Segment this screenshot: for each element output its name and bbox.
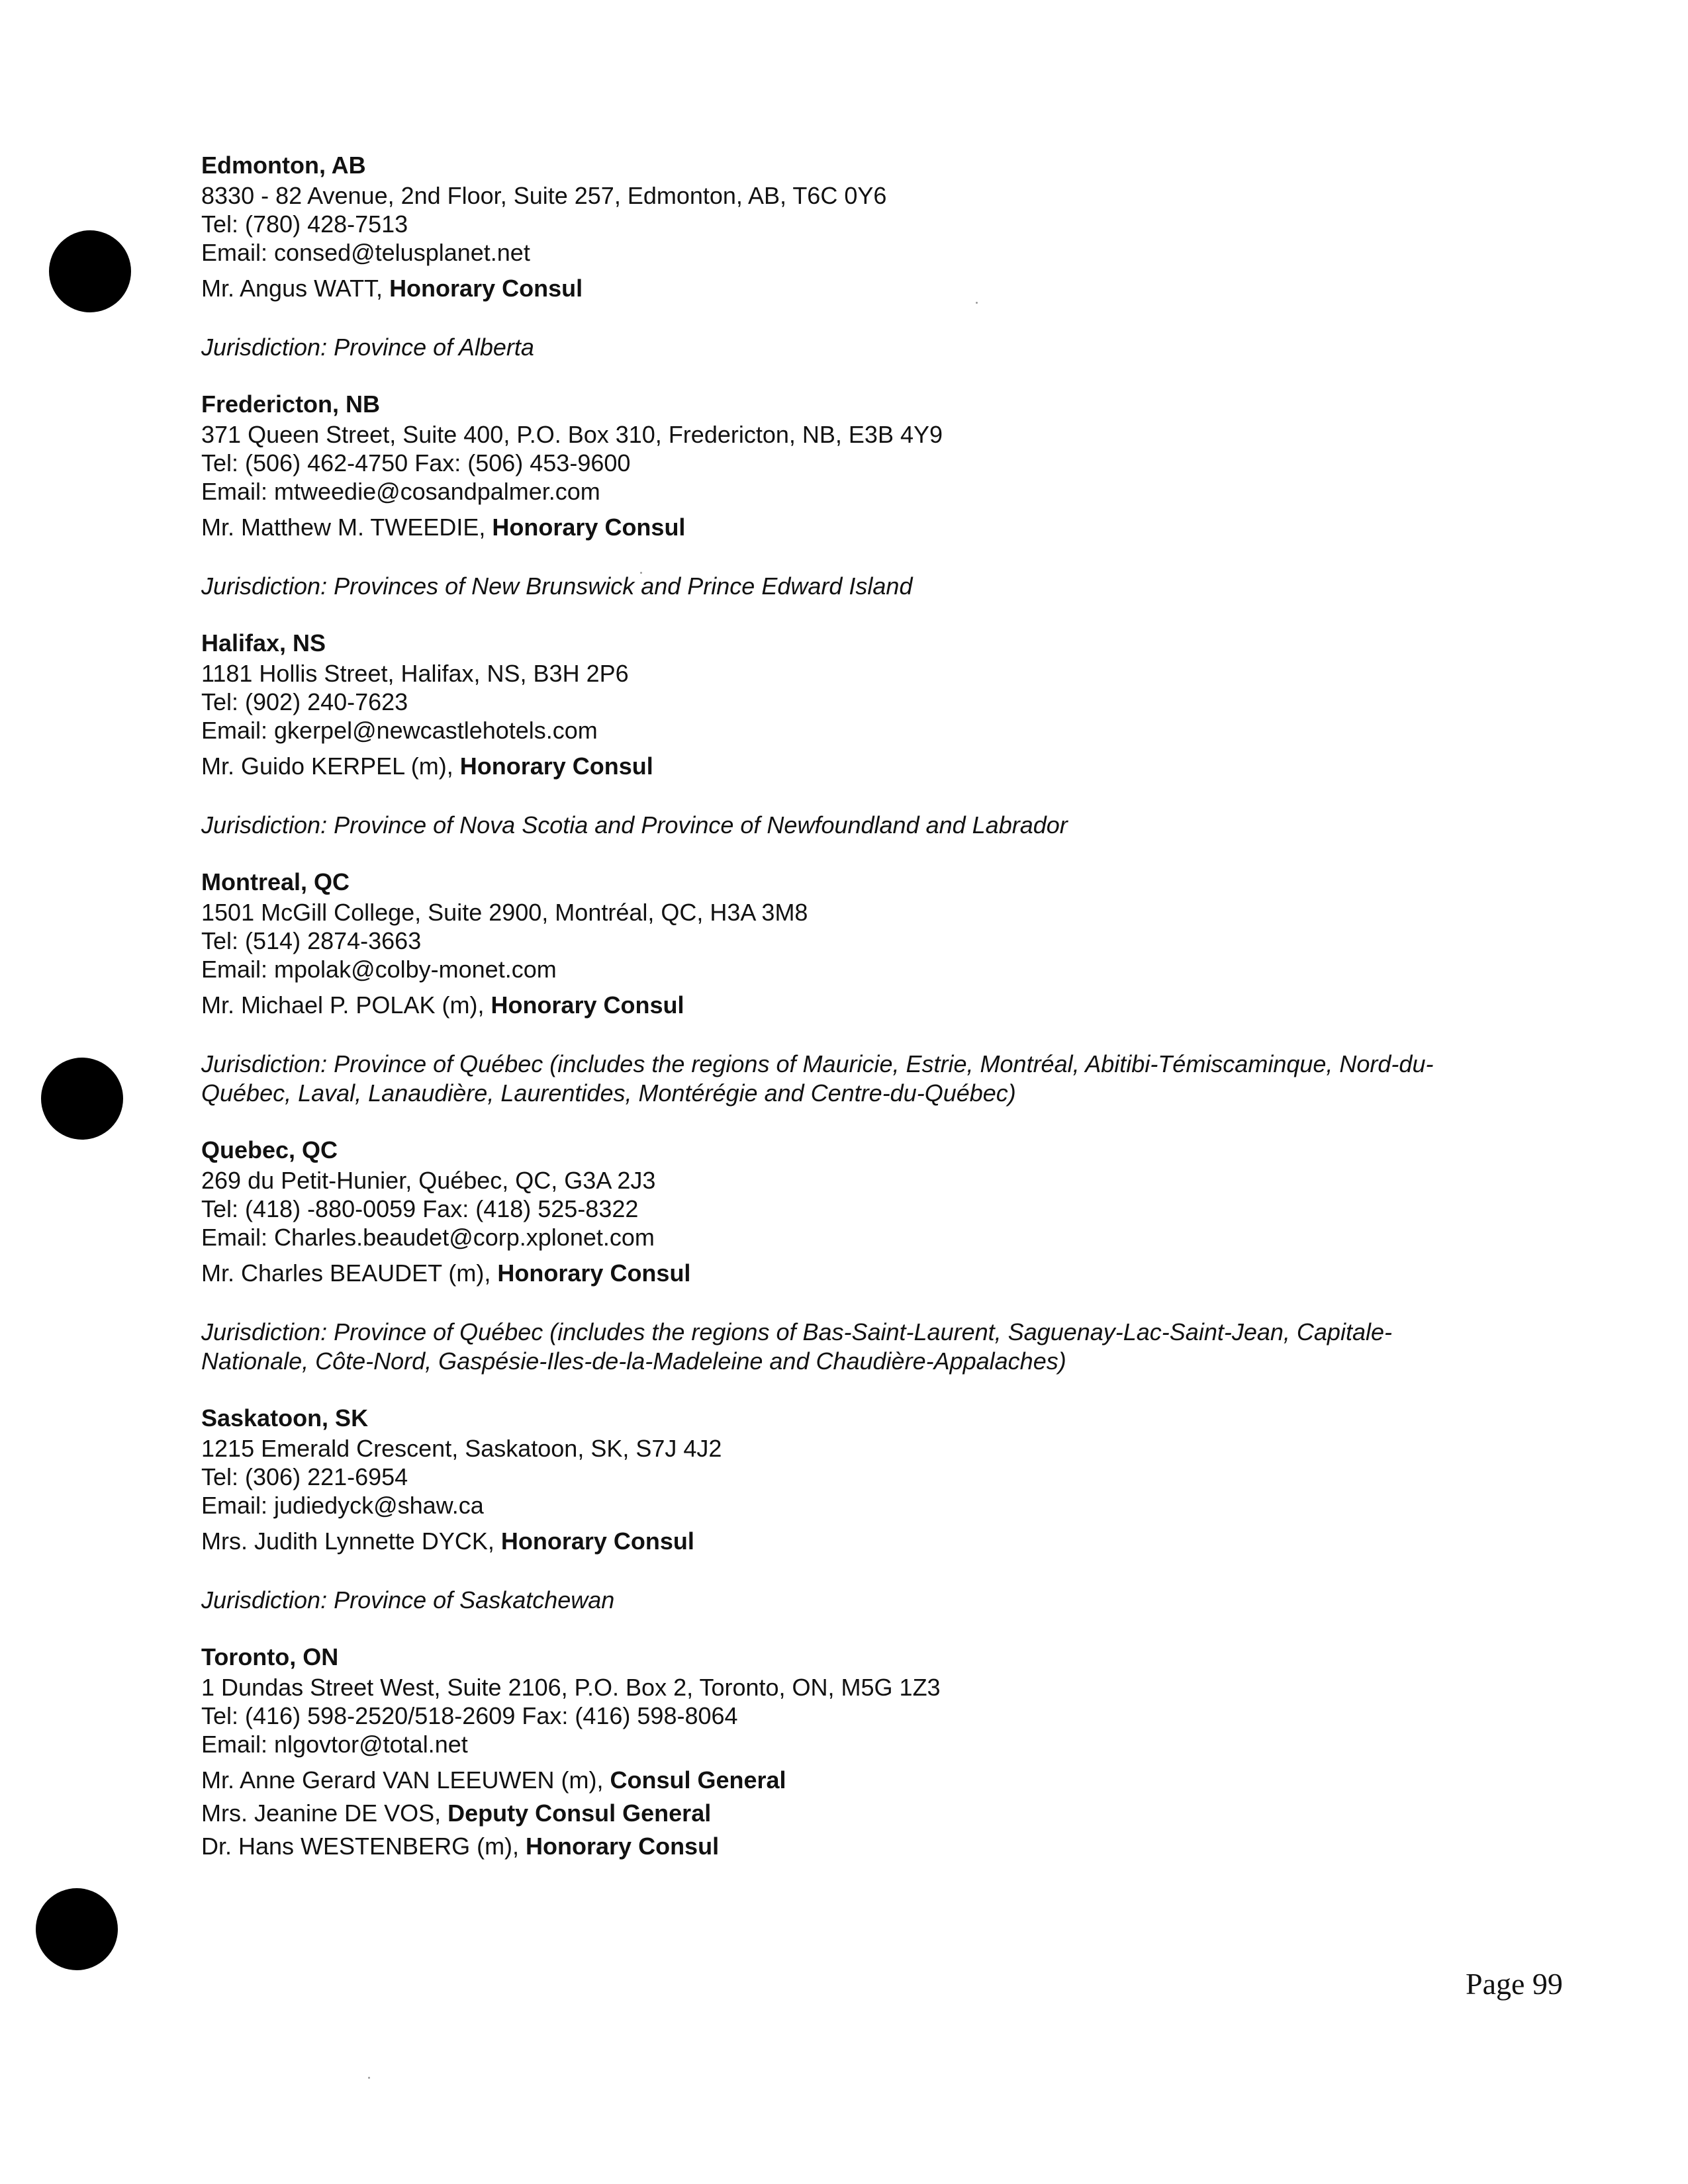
consul-person xyxy=(201,989,1525,1022)
punch-hole xyxy=(36,1888,118,1970)
address: 371 Queen Street, Suite 400, P.O. Box 310, Fredericton, NB, E3B 4Y9 xyxy=(201,421,943,448)
consulate-entry xyxy=(201,866,1525,1108)
person-name: Dr. Hans WESTENBERG (m), xyxy=(201,1833,526,1860)
address: 1181 Hollis Street, Halifax, NS, B3H 2P6 xyxy=(201,660,629,687)
city-heading: Halifax, NS xyxy=(201,629,326,657)
jurisdiction xyxy=(201,333,1525,362)
person-role: Honorary Consul xyxy=(492,514,686,541)
scan-speck xyxy=(368,2077,370,2079)
person-role: Honorary Consul xyxy=(389,275,583,302)
person-name: Mrs. Judith Lynnette DYCK, xyxy=(201,1527,501,1555)
jurisdiction-line: Jurisdiction: Province of Nova Scotia and Province of Newfoundland and Labrador xyxy=(201,811,1068,839)
email: Email: gkerpel@newcastlehotels.com xyxy=(201,717,598,744)
email: Email: mpolak@colby-monet.com xyxy=(201,956,557,983)
jurisdiction xyxy=(201,811,1525,840)
address: 1215 Emerald Crescent, Saskatoon, SK, S7J 4J2 xyxy=(201,1435,722,1462)
page-number: Page 99 xyxy=(1466,1967,1563,2001)
person-role: Honorary Consul xyxy=(459,752,653,780)
telephone: Tel: (306) 221-6954 xyxy=(201,1463,408,1490)
punch-hole xyxy=(49,230,131,312)
telephone: Tel: (514) 2874-3663 xyxy=(201,927,422,954)
person-name: Mr. Matthew M. TWEEDIE, xyxy=(201,514,492,541)
consul-person xyxy=(201,272,1525,305)
jurisdiction-line: Nationale, Côte-Nord, Gaspésie-Iles-de-la-Madeleine and Chaudière-Appalaches) xyxy=(201,1347,1066,1375)
consulate-entry xyxy=(201,150,1525,362)
person-role: Consul General xyxy=(610,1766,786,1794)
consul-person xyxy=(201,1525,1525,1558)
address: 1501 McGill College, Suite 2900, Montréal, QC, H3A 3M8 xyxy=(201,899,808,926)
jurisdiction-line: Jurisdiction: Province of Québec (includes the regions of Bas-Saint-Laurent, Saguenay-Lac-Saint-Jean, Capitale- xyxy=(201,1318,1392,1345)
person-name: Mr. Anne Gerard VAN LEEUWEN (m), xyxy=(201,1766,610,1794)
person-name: Mr. Charles BEAUDET (m), xyxy=(201,1259,498,1287)
email: Email: nlgovtor@total.net xyxy=(201,1731,468,1758)
consul-person xyxy=(201,1830,1525,1863)
city-heading: Saskatoon, SK xyxy=(201,1404,369,1432)
address: 1 Dundas Street West, Suite 2106, P.O. Box 2, Toronto, ON, M5G 1Z3 xyxy=(201,1674,941,1701)
consulate-entry xyxy=(201,388,1525,601)
telephone: Tel: (416) 598-2520/518-2609 Fax: (416) 598-8064 xyxy=(201,1702,738,1729)
consulate-entry xyxy=(201,1641,1525,1863)
person-role: Honorary Consul xyxy=(497,1259,691,1287)
email: Email: judiedyck@shaw.ca xyxy=(201,1492,484,1519)
person-name: Mr. Michael P. POLAK (m), xyxy=(201,991,491,1019)
jurisdiction xyxy=(201,572,1525,601)
consulate-entry xyxy=(201,1402,1525,1615)
city-heading: Quebec, QC xyxy=(201,1136,338,1163)
consulate-directory xyxy=(201,150,1525,1863)
email: Email: consed@telusplanet.net xyxy=(201,239,530,266)
email: Email: mtweedie@cosandpalmer.com xyxy=(201,478,600,505)
telephone: Tel: (418) -880-0059 Fax: (418) 525-8322 xyxy=(201,1195,639,1222)
telephone: Tel: (506) 462-4750 Fax: (506) 453-9600 xyxy=(201,449,631,477)
telephone: Tel: (780) 428-7513 xyxy=(201,210,408,238)
jurisdiction xyxy=(201,1050,1525,1108)
consul-person xyxy=(201,1764,1525,1797)
person-role: Honorary Consul xyxy=(491,991,684,1019)
jurisdiction-line: Québec, Laval, Lanaudière, Laurentides, Montérégie and Centre-du-Québec) xyxy=(201,1079,1016,1107)
city-heading: Toronto, ON xyxy=(201,1643,339,1670)
jurisdiction-line: Jurisdiction: Province of Québec (includes the regions of Mauricie, Estrie, Montréal, Abitibi-Témiscaminque, Nord-du- xyxy=(201,1050,1434,1077)
jurisdiction xyxy=(201,1318,1525,1376)
email: Email: Charles.beaudet@corp.xplonet.com xyxy=(201,1224,655,1251)
person-role: Honorary Consul xyxy=(526,1833,720,1860)
address: 8330 - 82 Avenue, 2nd Floor, Suite 257, Edmonton, AB, T6C 0Y6 xyxy=(201,182,887,209)
city-heading: Edmonton, AB xyxy=(201,152,366,179)
punch-hole xyxy=(41,1058,123,1140)
person-name: Mr. Angus WATT, xyxy=(201,275,390,302)
person-role: Honorary Consul xyxy=(500,1527,694,1555)
consul-person xyxy=(201,1797,1525,1830)
address: 269 du Petit-Hunier, Québec, QC, G3A 2J3 xyxy=(201,1167,656,1194)
telephone: Tel: (902) 240-7623 xyxy=(201,688,408,715)
person-name: Mrs. Jeanine DE VOS, xyxy=(201,1799,448,1827)
consul-person xyxy=(201,511,1525,544)
city-heading: Montreal, QC xyxy=(201,868,350,895)
city-heading: Fredericton, NB xyxy=(201,390,381,418)
consulate-entry xyxy=(201,1134,1525,1376)
consulate-entry xyxy=(201,627,1525,840)
person-name: Mr. Guido KERPEL (m), xyxy=(201,752,460,780)
person-role: Deputy Consul General xyxy=(447,1799,712,1827)
jurisdiction-line: Jurisdiction: Province of Saskatchewan xyxy=(201,1586,615,1614)
consul-person xyxy=(201,750,1525,783)
jurisdiction-line: Jurisdiction: Provinces of New Brunswick and Prince Edward Island xyxy=(201,572,913,600)
consul-person xyxy=(201,1257,1525,1290)
jurisdiction-line: Jurisdiction: Province of Alberta xyxy=(201,334,534,361)
jurisdiction xyxy=(201,1586,1525,1615)
